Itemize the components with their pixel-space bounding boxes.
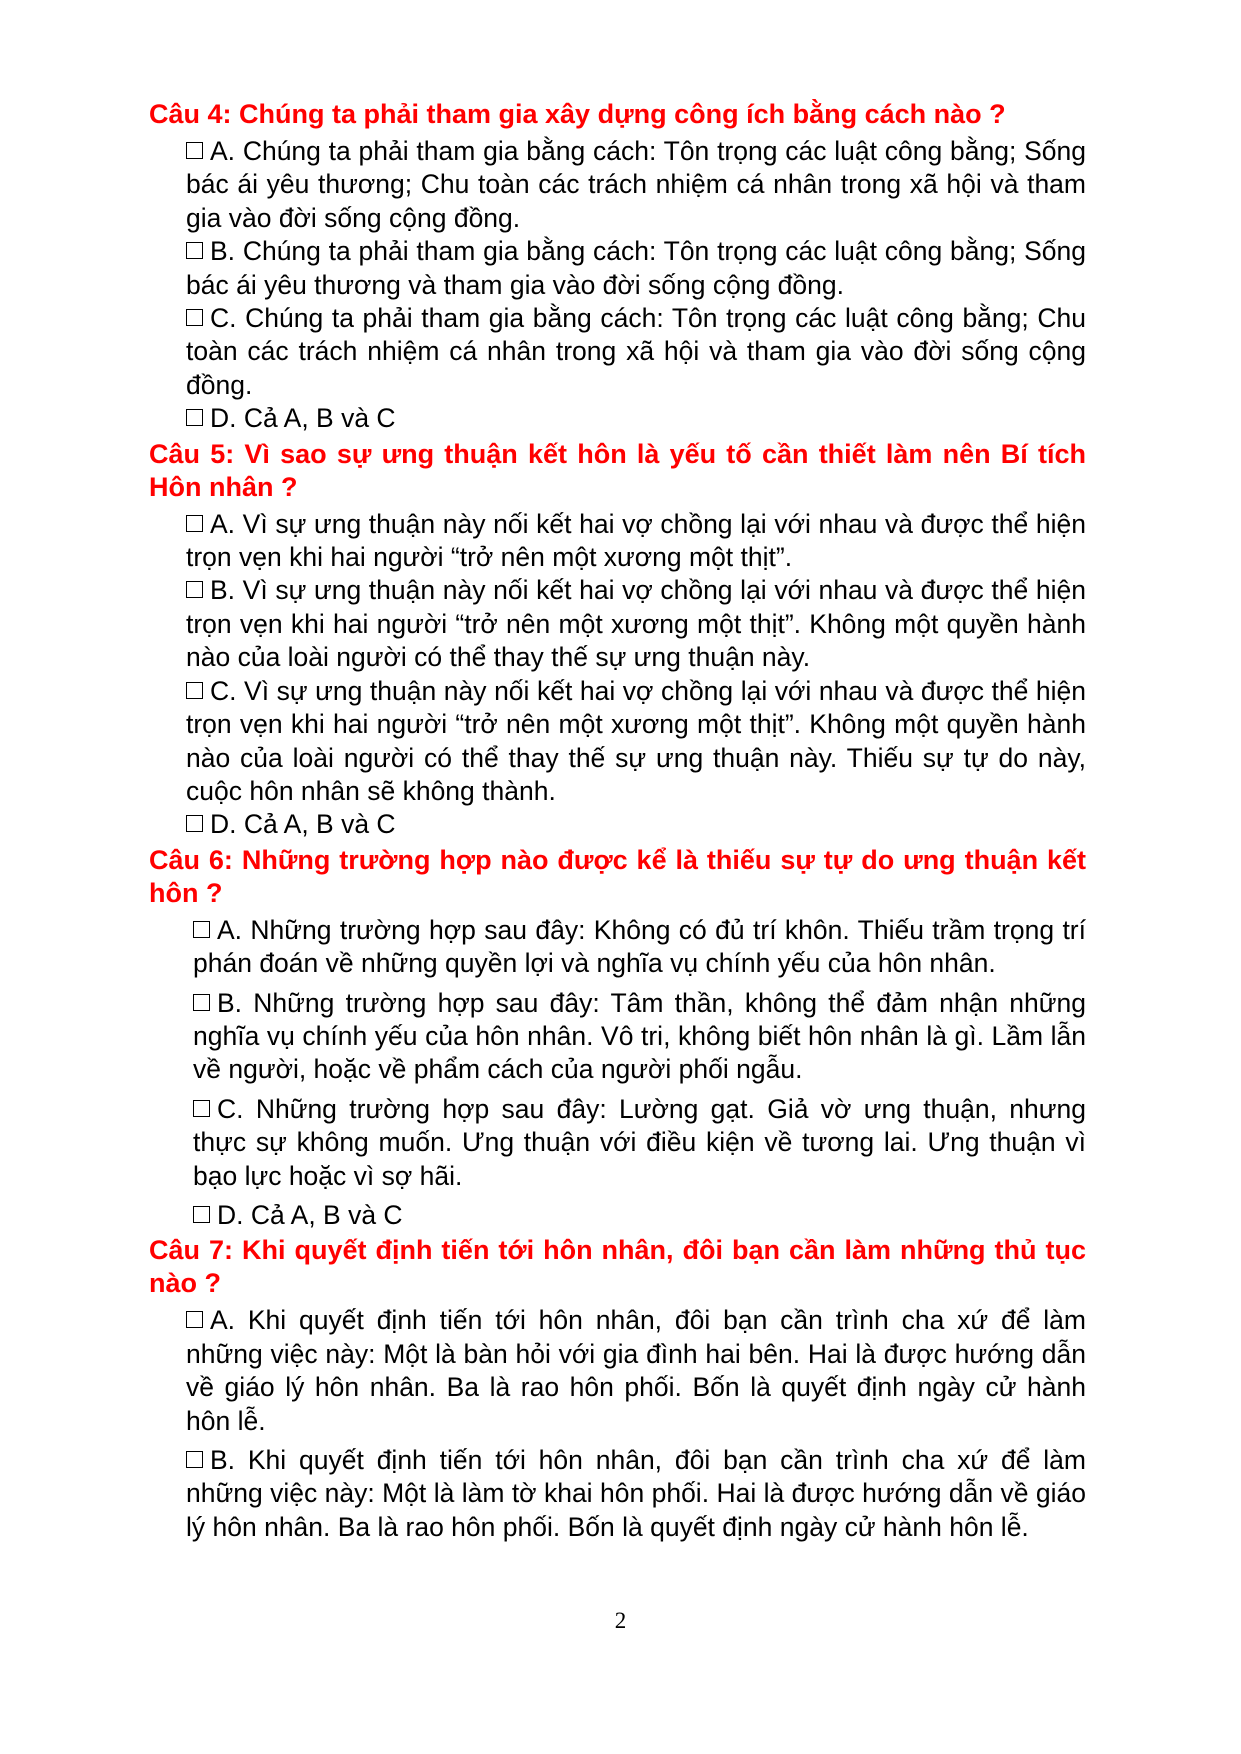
quiz-content: [149, 98, 1086, 1544]
page-number: 2: [614, 1608, 627, 1633]
answer-option: C. Chúng ta phải tham gia bằng cách: Tôn trọng các luật công bằng; Chu toàn các trách nhiệm cá nhân trong xã hội và tham gia vào đời sống cộng đồng.: [186, 303, 1086, 400]
checkbox-icon[interactable]: [186, 682, 203, 699]
checkbox-icon[interactable]: [186, 815, 203, 832]
answer-option: B. Vì sự ưng thuận này nối kết hai vợ chồng lại với nhau và được thể hiện trọn vẹn khi hai người “trở nên một xương một thịt”. Không một quyền hành nào của loài người có thể thay thế sự ưng thuận này.: [186, 575, 1086, 673]
question-title: Câu 6: Những trường hợp nào được kể là thiếu sự tự do ưng thuận kết hôn ?: [149, 844, 1086, 908]
answer-option: C. Những trường hợp sau đây: Lường gạt. Giả vờ ưng thuận, nhưng thực sự không muốn. Ưng thuận với điều kiện về tương lai. Ưng thuận vì bạo lực hoặc vì sợ hãi.: [193, 1093, 1086, 1191]
checkbox-icon[interactable]: [186, 242, 203, 259]
answer-option: A. Những trường hợp sau đây: Không có đủ trí khôn. Thiếu trầm trọng trí phán đoán về những quyền lợi và nghĩa vụ chính yếu của hôn nhân.: [193, 914, 1086, 979]
question-title: Câu 5: Vì sao sự ưng thuận kết hôn là yếu tố cần thiết làm nên Bí tích Hôn nhân ?: [149, 438, 1086, 502]
checkbox-icon[interactable]: [193, 1100, 210, 1117]
answer-option: D. Cả A, B và C: [193, 1199, 1086, 1232]
answer-option: A. Vì sự ưng thuận này nối kết hai vợ chồng lại với nhau và được thể hiện trọn vẹn khi hai người “trở nên một xương một thịt”.: [186, 508, 1086, 573]
checkbox-icon[interactable]: [193, 994, 210, 1011]
checkbox-icon[interactable]: [186, 409, 203, 426]
answer-option: C. Vì sự ưng thuận này nối kết hai vợ chồng lại với nhau và được thể hiện trọn vẹn khi hai người “trở nên một xương một thịt”. Không một quyền hành nào của loài người có thể thay thế sự ưng thuận này. Thiếu sự tự do này, cuộc hôn nhân sẽ không thành.: [186, 675, 1086, 806]
checkbox-icon[interactable]: [193, 921, 210, 938]
answer-option: D. Cả A, B và C: [186, 808, 1086, 841]
answer-option: B. Chúng ta phải tham gia bằng cách: Tôn trọng các luật công bằng; Sống bác ái yêu thương và tham gia vào đời sống cộng đồng.: [186, 236, 1086, 300]
question-title: Câu 4: Chúng ta phải tham gia xây dựng công ích bằng cách nào ?: [149, 99, 1006, 129]
question-title: Câu 7: Khi quyết định tiến tới hôn nhân, đôi bạn cần làm những thủ tục nào ?: [149, 1235, 1086, 1299]
checkbox-icon[interactable]: [186, 515, 203, 532]
checkbox-icon[interactable]: [186, 581, 203, 598]
checkbox-icon[interactable]: [186, 309, 203, 326]
answer-option: D. Cả A, B và C: [186, 402, 1086, 435]
answer-option: B. Những trường hợp sau đây: Tâm thần, không thể đảm nhận những nghĩa vụ chính yếu của hôn nhân. Vô tri, không biết hôn nhân là gì. Lầm lẫn về người, hoặc về phẩm cách của người phối ngẫu.: [193, 987, 1086, 1085]
answer-option: B. Khi quyết định tiến tới hôn nhân, đôi bạn cần trình cha xứ để làm những việc này: Một là làm tờ khai hôn phối. Hai là được hướng dẫn về giáo lý hôn nhân. Ba là rao hôn phối. Bốn là quyết định ngày cử hành hôn lễ.: [186, 1445, 1086, 1542]
checkbox-icon[interactable]: [193, 1206, 210, 1223]
answer-option: A. Khi quyết định tiến tới hôn nhân, đôi bạn cần trình cha xứ để làm những việc này: Một là bàn hỏi với gia đình hai bên. Hai là được hướng dẫn về giáo lý hôn nhân. Ba là rao hôn phối. Bốn là quyết định ngày cử hành hôn lễ.: [186, 1305, 1086, 1436]
checkbox-icon[interactable]: [186, 142, 203, 159]
checkbox-icon[interactable]: [186, 1311, 203, 1328]
option-group: [149, 914, 1086, 1233]
answer-option: A. Chúng ta phải tham gia bằng cách: Tôn trọng các luật công bằng; Sống bác ái yêu thương; Chu toàn các trách nhiệm cá nhân trong xã hội và tham gia vào đời sống cộng đồng.: [186, 136, 1086, 233]
checkbox-icon[interactable]: [186, 1451, 203, 1468]
